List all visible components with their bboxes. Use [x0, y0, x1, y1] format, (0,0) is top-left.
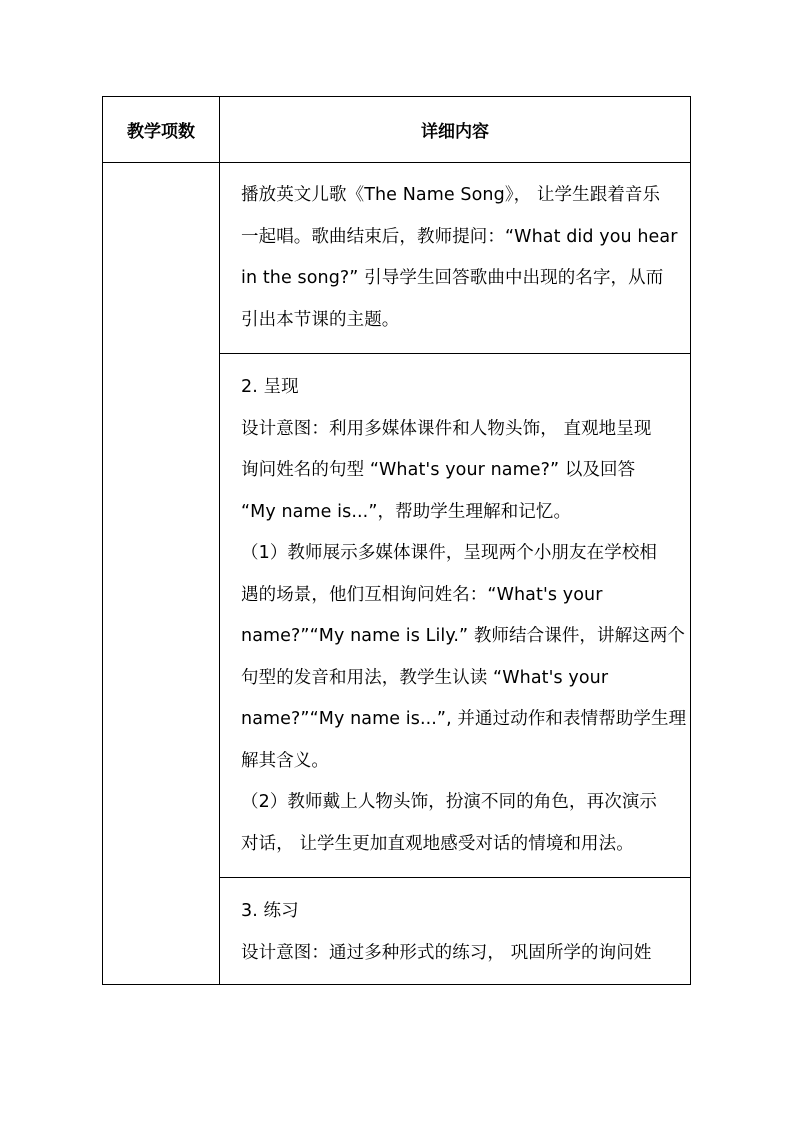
text-line: name?”“My name is Lily.” 教师结合课件，讲解这两个 [241, 626, 686, 646]
text-line: 一起唱。歌曲结束后，教师提问：“What did you hear [241, 226, 678, 247]
text-line: 对话， 让学生更加直观地感受对话的情境和用法。 [241, 833, 634, 854]
text-line: in the song?” 引导学生回答歌曲中出现的名字，从而 [241, 268, 664, 288]
text-line: 询问姓名的句型 “What's your name?” 以及回答 [241, 460, 636, 480]
text-line: 设计意图：利用多媒体课件和人物头饰， 直观地呈现 [241, 418, 652, 439]
header-teaching-items: 教学项数 [127, 122, 195, 142]
content-cell-warmup [241, 175, 681, 341]
row-divider-1 [219, 353, 690, 354]
section-heading: 2. 呈现 [241, 377, 299, 397]
text-line: 解其含义。 [241, 750, 329, 771]
header-detailed-content: 详细内容 [421, 122, 489, 142]
text-line: 句型的发音和用法，教学生认读 “What's your [241, 667, 609, 688]
text-line: 引出本节课的主题。 [241, 309, 400, 330]
content-cell-presentation [241, 367, 687, 865]
section-heading: 3. 练习 [241, 901, 299, 921]
column-divider [219, 97, 220, 984]
row-divider-2 [219, 877, 690, 878]
text-line: 遇的场景，他们互相询问姓名：“What's your [241, 584, 603, 605]
text-line: （1）教师展示多媒体课件，呈现两个小朋友在学校相 [241, 543, 658, 563]
text-line: 播放英文儿歌《The Name Song》， 让学生跟着音乐 [241, 185, 661, 205]
text-line: 设计意图：通过多种形式的练习， 巩固所学的询问姓 [241, 942, 652, 963]
content-cell-practice [241, 891, 681, 974]
lesson-plan-table [102, 96, 691, 985]
text-line: name?”“My name is...”, 并通过动作和表情帮助学生理 [241, 709, 687, 729]
header-divider [103, 162, 690, 163]
text-line: （2）教师戴上人物头饰，扮演不同的角色，再次演示 [241, 792, 658, 812]
text-line: “My name is...”，帮助学生理解和记忆。 [241, 501, 572, 522]
